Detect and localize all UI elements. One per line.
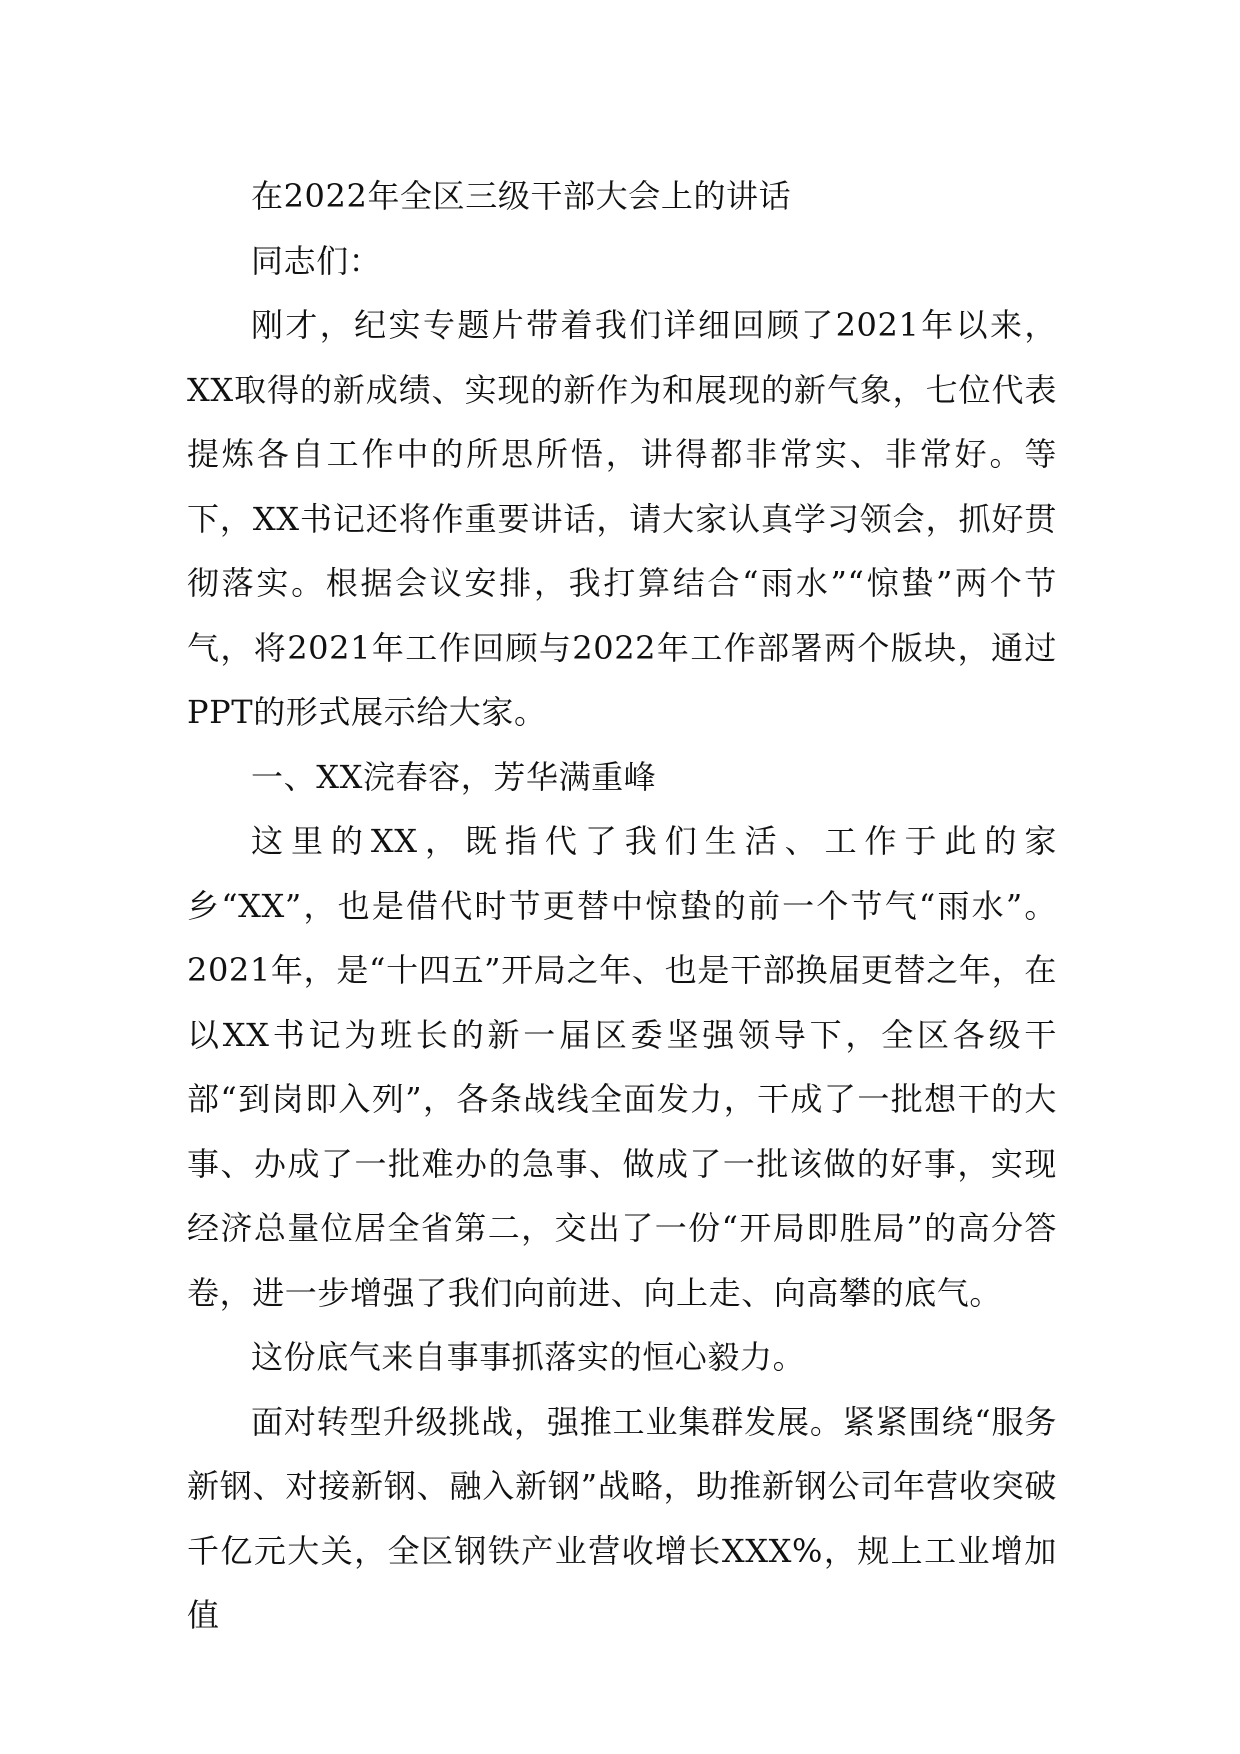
paragraph-section-1-intro: 这里的XX，既指代了我们生活、工作于此的家乡“XX”，也是借代时节更替中惊蛰的前一个节气“雨水”。2021年，是“十四五”开局之年、也是干部换届更替之年，在以XX书记为班长的新一届区委坚强领导下，全区各级干部“到岗即入列”，各条战线全面发力，干成了一批想干的大事、办成了一批难办的急事、做成了一批该做的好事，实现经济总量位居全省第二，交出了一份“开局即胜局”的高分答卷，进一步增强了我们向前进、向上走、向高攀的底气。 bbox=[187, 822, 1057, 1312]
document-title: 在2022年全区三级干部大会上的讲话 bbox=[251, 177, 792, 215]
paragraph-opening: 刚才，纪实专题片带着我们详细回顾了2021年以来，XX取得的新成绩、实现的新作为和展现的新气象，七位代表提炼各自工作中的所思所悟，讲得都非常实、非常好。等下，XX书记还将作重要讲话，请大家认真学习领会，抓好贯彻落实。根据会议安排，我打算结合“雨水”“惊蛰”两个节气，将2021年工作回顾与2022年工作部署两个版块，通过PPT的形式展示给大家。 bbox=[187, 306, 1057, 731]
paragraph-confidence: 这份底气来自事事抓落实的恒心毅力。 bbox=[251, 1338, 806, 1376]
section-heading-1: 一、XX浣春容，芳华满重峰 bbox=[251, 757, 657, 796]
salutation: 同志们： bbox=[251, 241, 382, 280]
document-body bbox=[187, 164, 1057, 1648]
paragraph-industry: 面对转型升级挑战，强推工业集群发展。紧紧围绕“服务新钢、对接新钢、融入新钢”战略，助推新钢公司年营收突破千亿元大关，全区钢铁产业营收增长XXX%，规上工业增加值 bbox=[187, 1402, 1057, 1634]
